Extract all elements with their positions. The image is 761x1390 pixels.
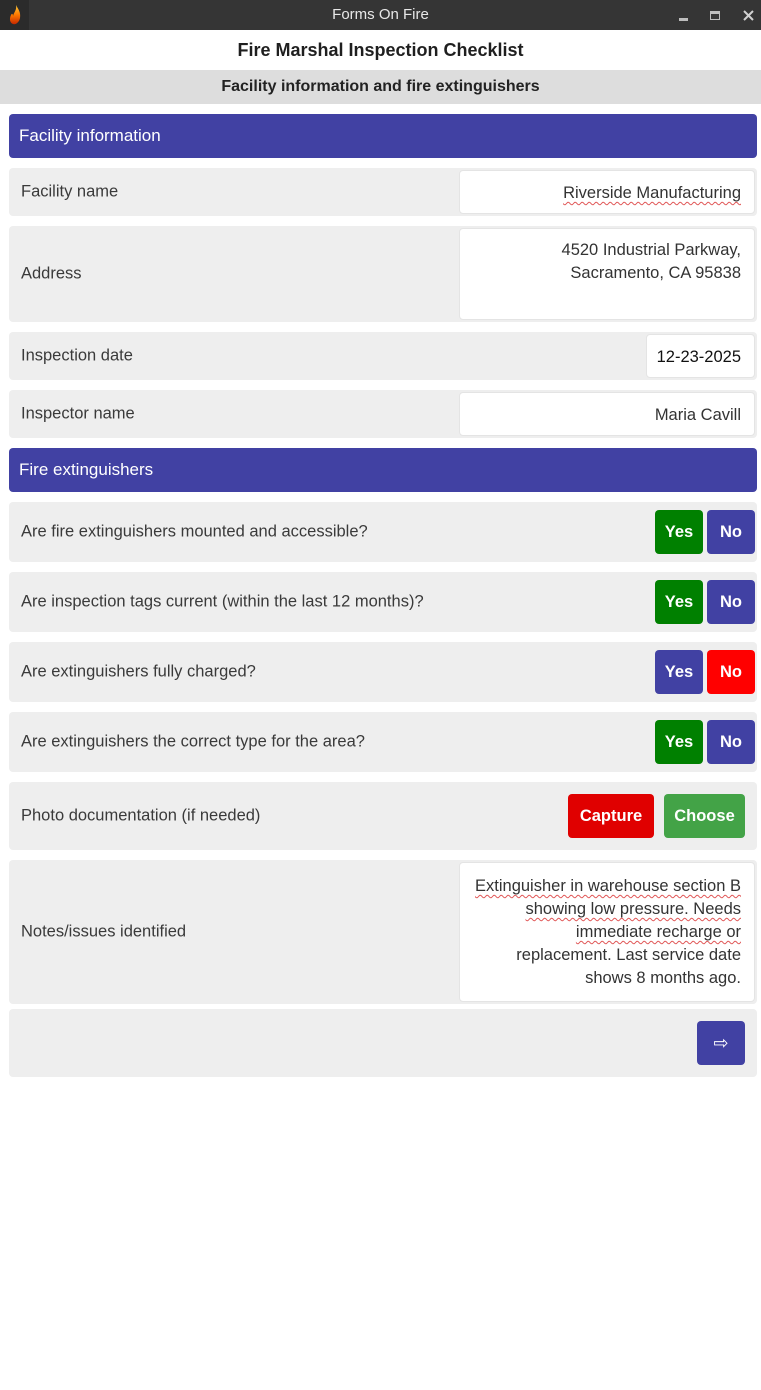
- section-header-fire-extinguishers: Fire extinguishers: [9, 448, 757, 492]
- notes-line: showing low pressure. Needs: [525, 900, 741, 918]
- address-row: [9, 226, 757, 322]
- notes-line: immediate recharge or: [575, 923, 741, 941]
- window-titlebar: [0, 0, 761, 30]
- notes-line: Extinguisher in warehouse section B: [475, 877, 741, 895]
- question-row-mounted-accessible: [9, 502, 757, 562]
- inspection-date-row: [9, 332, 757, 380]
- question-row-correct-type: [9, 712, 757, 772]
- no-button[interactable]: No: [707, 720, 755, 764]
- arrow-right-icon: ⇨: [713, 1032, 729, 1053]
- inspector-name-label: Inspector name: [21, 404, 135, 423]
- address-textarea[interactable]: [459, 228, 755, 320]
- photo-documentation-row: [9, 782, 757, 850]
- maximize-button[interactable]: [700, 0, 730, 30]
- yes-button[interactable]: Yes: [655, 650, 703, 694]
- facility-name-value: Riverside Manufacturing: [563, 184, 741, 202]
- address-label: Address: [21, 264, 82, 283]
- no-button[interactable]: No: [707, 510, 755, 554]
- close-icon: [743, 10, 754, 21]
- notes-label: Notes/issues identified: [21, 922, 187, 941]
- question-row-tags-current: [9, 572, 757, 632]
- minimize-icon: [679, 18, 688, 21]
- question-label: Are inspection tags current (within the last 12 months)?: [21, 592, 424, 611]
- yes-button[interactable]: Yes: [655, 580, 703, 624]
- notes-textarea[interactable]: [459, 862, 755, 1002]
- section-header-facility-information: Facility information: [9, 114, 757, 158]
- question-label: Are extinguishers fully charged?: [21, 662, 256, 681]
- question-label: Are fire extinguishers mounted and accessible?: [21, 522, 368, 541]
- next-page-button[interactable]: [697, 1021, 745, 1065]
- facility-name-input[interactable]: [459, 170, 755, 214]
- facility-name-label: Facility name: [21, 182, 119, 201]
- notes-line: replacement. Last service date: [516, 946, 741, 964]
- question-label: Are extinguishers the correct type for the area?: [21, 732, 365, 751]
- maximize-icon: [710, 11, 720, 20]
- navigation-row: [9, 1009, 757, 1077]
- form-title: Fire Marshal Inspection Checklist: [237, 40, 524, 60]
- address-line-1: 4520 Industrial Parkway,: [561, 241, 741, 259]
- question-row-fully-charged: [9, 642, 757, 702]
- choose-button[interactable]: Choose: [664, 794, 745, 838]
- photo-documentation-label: Photo documentation (if needed): [21, 806, 261, 825]
- inspection-date-label: Inspection date: [21, 346, 133, 365]
- capture-button[interactable]: Capture: [568, 794, 654, 838]
- inspection-date-input[interactable]: 12-23-2025: [646, 334, 755, 378]
- no-button[interactable]: No: [707, 580, 755, 624]
- address-line-2: Sacramento, CA 95838: [570, 264, 741, 282]
- inspector-name-value: Maria Cavill: [654, 406, 741, 424]
- minimize-button[interactable]: [668, 0, 698, 30]
- no-button[interactable]: No: [707, 650, 755, 694]
- inspector-name-input[interactable]: [459, 392, 755, 436]
- page-subtitle: Facility information and fire extinguishers: [0, 70, 761, 104]
- yes-button[interactable]: Yes: [655, 510, 703, 554]
- yes-button[interactable]: Yes: [655, 720, 703, 764]
- facility-name-row: [9, 168, 757, 216]
- window-title: Forms On Fire: [332, 6, 429, 23]
- inspector-name-row: [9, 390, 757, 438]
- notes-row: [9, 860, 757, 1004]
- close-button[interactable]: [733, 0, 761, 30]
- notes-line: shows 8 months ago.: [585, 969, 741, 987]
